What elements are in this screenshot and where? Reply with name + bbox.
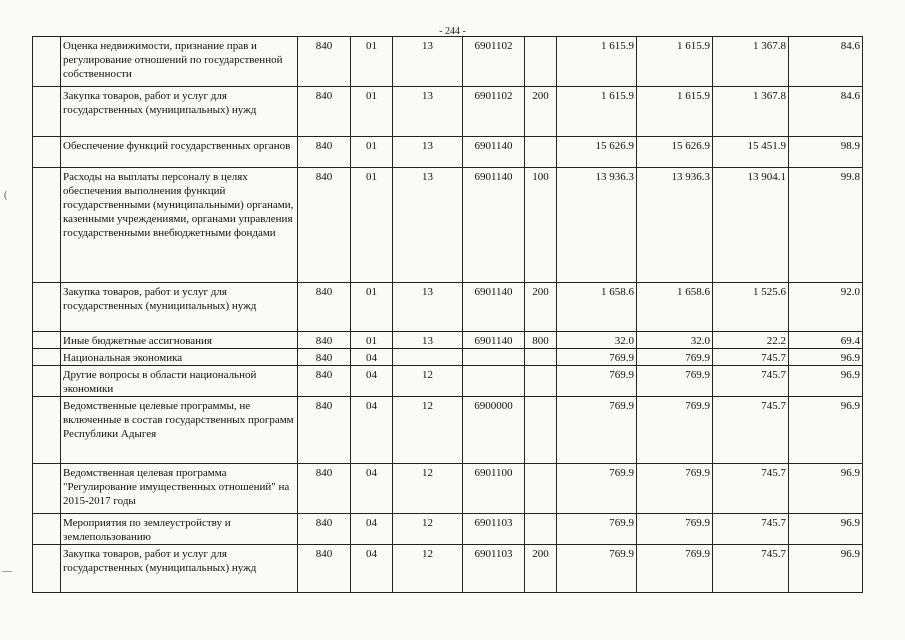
table-row: [33, 137, 863, 168]
page-number: - 244 -: [439, 26, 466, 37]
row-pr: 13: [393, 168, 463, 283]
row-exec: 15 451.9: [713, 137, 789, 168]
row-pr: 13: [393, 87, 463, 137]
row-margin-cell: [33, 514, 61, 545]
row-pct: 96.9: [789, 514, 863, 545]
row-pr: [393, 349, 463, 366]
table-row: [33, 349, 863, 366]
row-pr: 13: [393, 332, 463, 349]
row-name: Ведомственная целевая программа "Регулирование имущественных отношений" на 2015-2017 годы: [61, 464, 298, 514]
row-rz: 04: [351, 514, 393, 545]
row-pct: 99.8: [789, 168, 863, 283]
row-rz: 04: [351, 545, 393, 593]
row-pct: 92.0: [789, 283, 863, 332]
row-ved: 840: [298, 283, 351, 332]
row-rz: 04: [351, 349, 393, 366]
row-ved: 840: [298, 137, 351, 168]
row-plan: 15 626.9: [557, 137, 637, 168]
row-vr: 200: [525, 545, 557, 593]
row-margin-cell: [33, 464, 61, 514]
table-row: [33, 464, 863, 514]
row-name: Другие вопросы в области национальной экономики: [61, 366, 298, 397]
row-refined: 769.9: [637, 366, 713, 397]
row-ved: 840: [298, 514, 351, 545]
row-pct: 96.9: [789, 397, 863, 464]
scan-mark: (: [4, 190, 8, 201]
row-csr: 6901102: [463, 87, 525, 137]
budget-table: [32, 36, 863, 593]
row-pr: 13: [393, 137, 463, 168]
table-row: [33, 514, 863, 545]
row-pct: 98.9: [789, 137, 863, 168]
row-plan: 32.0: [557, 332, 637, 349]
row-plan: 769.9: [557, 366, 637, 397]
table-row: [33, 87, 863, 137]
row-plan: 1 615.9: [557, 87, 637, 137]
row-name: Мероприятия по землеустройству и землепользованию: [61, 514, 298, 545]
row-ved: 840: [298, 366, 351, 397]
row-csr: 6901140: [463, 283, 525, 332]
row-pr: 12: [393, 397, 463, 464]
row-pr: 12: [393, 366, 463, 397]
row-pct: 96.9: [789, 349, 863, 366]
row-name: Закупка товаров, работ и услуг для государственных (муниципальных) нужд: [61, 545, 298, 593]
row-csr: 6900000: [463, 397, 525, 464]
row-rz: 04: [351, 397, 393, 464]
row-margin-cell: [33, 283, 61, 332]
row-vr: 800: [525, 332, 557, 349]
row-pr: 12: [393, 514, 463, 545]
row-pr: 13: [393, 283, 463, 332]
row-pct: 84.6: [789, 87, 863, 137]
row-vr: 100: [525, 168, 557, 283]
row-margin-cell: [33, 332, 61, 349]
table-row: [33, 545, 863, 593]
row-refined: 769.9: [637, 349, 713, 366]
row-name: Национальная экономика: [61, 349, 298, 366]
row-exec: 745.7: [713, 514, 789, 545]
row-vr: 200: [525, 87, 557, 137]
row-vr: [525, 37, 557, 87]
row-ved: 840: [298, 87, 351, 137]
row-plan: 1 615.9: [557, 37, 637, 87]
row-vr: [525, 349, 557, 366]
row-margin-cell: [33, 137, 61, 168]
row-name: Закупка товаров, работ и услуг для государственных (муниципальных) нужд: [61, 283, 298, 332]
row-rz: 01: [351, 87, 393, 137]
row-ved: 840: [298, 545, 351, 593]
row-exec: 745.7: [713, 349, 789, 366]
row-csr: 6901140: [463, 332, 525, 349]
row-pct: 69.4: [789, 332, 863, 349]
row-rz: 01: [351, 37, 393, 87]
row-refined: 769.9: [637, 464, 713, 514]
row-refined: 1 658.6: [637, 283, 713, 332]
row-csr: [463, 349, 525, 366]
table-row: [33, 37, 863, 87]
row-plan: 769.9: [557, 464, 637, 514]
row-pr: 13: [393, 37, 463, 87]
table-row: [33, 168, 863, 283]
row-csr: 6901102: [463, 37, 525, 87]
row-plan: 769.9: [557, 514, 637, 545]
row-rz: 01: [351, 168, 393, 283]
row-vr: [525, 137, 557, 168]
row-ved: 840: [298, 397, 351, 464]
row-exec: 745.7: [713, 366, 789, 397]
row-exec: 745.7: [713, 545, 789, 593]
row-pr: 12: [393, 464, 463, 514]
row-plan: 769.9: [557, 397, 637, 464]
row-margin-cell: [33, 349, 61, 366]
row-vr: [525, 397, 557, 464]
row-exec: 1 525.6: [713, 283, 789, 332]
row-exec: 745.7: [713, 397, 789, 464]
row-ved: 840: [298, 168, 351, 283]
table-row: [33, 283, 863, 332]
row-ved: 840: [298, 332, 351, 349]
table-row: [33, 332, 863, 349]
row-exec: 22.2: [713, 332, 789, 349]
row-ved: 840: [298, 349, 351, 366]
row-csr: 6901103: [463, 545, 525, 593]
row-csr: [463, 366, 525, 397]
row-pct: 96.9: [789, 366, 863, 397]
table-row: [33, 397, 863, 464]
row-name: Закупка товаров, работ и услуг для государственных (муниципальных) нужд: [61, 87, 298, 137]
row-csr: 6901140: [463, 168, 525, 283]
row-refined: 13 936.3: [637, 168, 713, 283]
row-plan: 13 936.3: [557, 168, 637, 283]
row-vr: [525, 464, 557, 514]
row-exec: 13 904.1: [713, 168, 789, 283]
row-rz: 01: [351, 283, 393, 332]
row-ved: 840: [298, 37, 351, 87]
row-exec: 1 367.8: [713, 87, 789, 137]
row-margin-cell: [33, 545, 61, 593]
scan-mark: —: [2, 566, 12, 577]
row-rz: 01: [351, 332, 393, 349]
row-pct: 96.9: [789, 545, 863, 593]
row-name: Расходы на выплаты персоналу в целях обеспечения выполнения функций государственными (муниципальными) органами, казенными учреждениями, органами управления государственными внебюджетными фондами: [61, 168, 298, 283]
row-margin-cell: [33, 366, 61, 397]
row-name: Иные бюджетные ассигнования: [61, 332, 298, 349]
row-refined: 1 615.9: [637, 87, 713, 137]
row-pct: 84.6: [789, 37, 863, 87]
row-name: Обеспечение функций государственных органов: [61, 137, 298, 168]
row-rz: 04: [351, 464, 393, 514]
row-vr: [525, 514, 557, 545]
row-csr: 6901100: [463, 464, 525, 514]
row-refined: 15 626.9: [637, 137, 713, 168]
row-exec: 745.7: [713, 464, 789, 514]
row-refined: 769.9: [637, 397, 713, 464]
row-vr: 200: [525, 283, 557, 332]
row-rz: 04: [351, 366, 393, 397]
row-ved: 840: [298, 464, 351, 514]
row-pr: 12: [393, 545, 463, 593]
row-margin-cell: [33, 87, 61, 137]
row-plan: 769.9: [557, 349, 637, 366]
row-margin-cell: [33, 37, 61, 87]
row-name: Оценка недвижимости, признание прав и регулирование отношений по государственной собственности: [61, 37, 298, 87]
table-row: [33, 366, 863, 397]
row-refined: 769.9: [637, 545, 713, 593]
row-plan: 769.9: [557, 545, 637, 593]
row-exec: 1 367.8: [713, 37, 789, 87]
row-margin-cell: [33, 397, 61, 464]
row-name: Ведомственные целевые программы, не включенные в состав государственных программ Республики Адыгея: [61, 397, 298, 464]
row-refined: 1 615.9: [637, 37, 713, 87]
row-pct: 96.9: [789, 464, 863, 514]
row-csr: 6901103: [463, 514, 525, 545]
row-refined: 32.0: [637, 332, 713, 349]
row-refined: 769.9: [637, 514, 713, 545]
row-vr: [525, 366, 557, 397]
row-rz: 01: [351, 137, 393, 168]
row-plan: 1 658.6: [557, 283, 637, 332]
row-csr: 6901140: [463, 137, 525, 168]
row-margin-cell: [33, 168, 61, 283]
